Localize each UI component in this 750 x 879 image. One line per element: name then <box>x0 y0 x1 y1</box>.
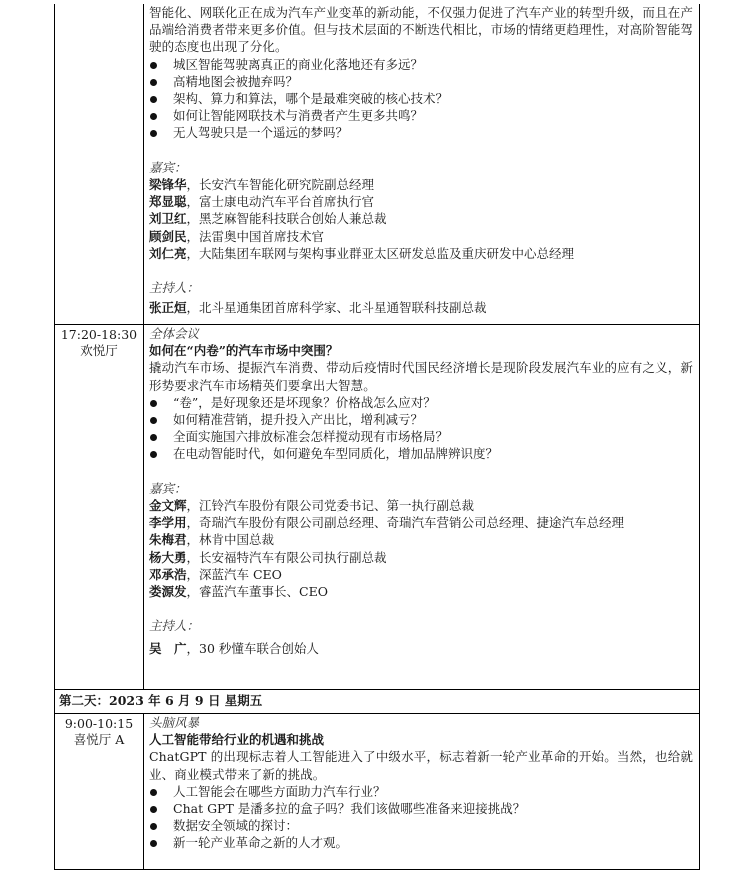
guest-entry: 郑显聪，富士康电动汽车平台首席执行官 <box>149 194 375 210</box>
bullet-icon <box>150 113 157 120</box>
session-title: 如何在“内卷”的汽车市场中突围？ <box>149 343 339 359</box>
session-content <box>144 325 699 689</box>
host-entry: 张正烜，北斗星通集团首席科学家、北斗星通智联科技副总裁 <box>149 300 487 316</box>
session-time: 9:00-10:15 <box>64 716 134 731</box>
agenda-row-session-1 <box>55 4 699 325</box>
time-cell <box>55 714 144 869</box>
bullet-icon <box>150 79 157 86</box>
time-cell <box>55 325 144 689</box>
guest-entry: 刘仁亮，大陆集团车联网与架构事业群亚太区研发总监及重庆研发中心总经理 <box>149 245 575 261</box>
host-label: 主持人： <box>149 280 200 296</box>
bullet-icon <box>150 840 157 847</box>
guest-entry: 顾剑民，法雷奥中国首席技术官 <box>149 228 325 244</box>
list-item: 新一轮产业革命之新的人才观。 <box>149 834 693 851</box>
session-title: 人工智能带给行业的机遇和挑战 <box>149 732 325 748</box>
bullet-icon <box>150 434 157 441</box>
list-item: 城区智能驾驶离真正的商业化落地还有多远？ <box>149 56 693 73</box>
list-item: Chat GPT 是潘多拉的盒子吗？我们该做哪些准备来迎接挑战？ <box>149 800 693 817</box>
agenda-row-session-2 <box>55 325 699 690</box>
guest-entry: 刘卫红，黑芝麻智能科技联合创始人兼总裁 <box>149 211 387 227</box>
session-room: 喜悦厅 A <box>73 732 125 747</box>
bullet-icon <box>150 417 157 424</box>
bullet-icon <box>150 130 157 137</box>
bullet-icon <box>150 823 157 830</box>
session-content <box>144 714 699 869</box>
session-content <box>144 4 699 324</box>
guests-label: 嘉宾： <box>149 159 187 175</box>
session-intro: ChatGPT 的出现标志着人工智能进入了中级水平，标志着新一轮产业革命的开始。当然，也给就业、商业模式带来了新的挑战。 <box>149 749 693 782</box>
agenda-table <box>54 4 700 870</box>
bullet-icon <box>150 451 157 458</box>
session-time: 17:20-18:30 <box>60 327 138 342</box>
host-label: 主持人： <box>149 618 200 634</box>
list-item: 架构、算力和算法，哪个是最难突破的核心技术？ <box>149 90 693 107</box>
day-label: 第二天：2023 年 6 月 9 日 星期五 <box>59 693 263 708</box>
question-list <box>149 394 693 463</box>
list-item: 数据安全领域的探讨： <box>149 817 693 834</box>
time-cell-empty <box>55 4 144 324</box>
list-item: 如何精准营销，提升投入产出比，增利减亏？ <box>149 411 693 428</box>
guest-entry: 娄源发，睿蓝汽车董事长、CEO <box>149 584 328 600</box>
bullet-icon <box>150 806 157 813</box>
session-type: 头脑风暴 <box>149 715 200 730</box>
bullet-icon <box>150 96 157 103</box>
list-item: 人工智能会在哪些方面助力汽车行业？ <box>149 783 693 800</box>
list-item: 无人驾驶只是一个遥远的梦吗？ <box>149 124 693 141</box>
guest-entry: 朱梅君，林肯中国总裁 <box>149 532 275 548</box>
guest-entry: 梁锋华，长安汽车智能化研究院副总经理 <box>149 177 375 193</box>
guest-entry: 邓承浩，深蓝汽车 CEO <box>149 566 282 582</box>
guests-label: 嘉宾： <box>149 480 187 496</box>
day-header-row <box>55 690 699 714</box>
session-type: 全体会议 <box>149 326 200 341</box>
list-item: “卷”，是好现象还是坏现象？价格战怎么应对？ <box>149 394 693 411</box>
question-list <box>149 56 693 142</box>
list-item: 在电动智能时代，如何避免车型同质化，增加品牌辨识度？ <box>149 445 693 462</box>
list-item: 如何让智能网联技术与消费者产生更多共鸣？ <box>149 107 693 124</box>
session-room: 欢悦厅 <box>80 343 118 358</box>
list-item: 全面实施国六排放标准会怎样搅动现有市场格局？ <box>149 428 693 445</box>
guest-entry: 金文辉，江铃汽车股份有限公司党委书记、第一执行副总裁 <box>149 498 475 514</box>
host-entry: 吴 广，30 秒懂车联合创始人 <box>149 640 319 656</box>
session-intro: 智能化、网联化正在成为汽车产业变革的新动能，不仅强力促进了汽车产业的转型升级，而且在产品端给消费者带来更多价值。但与技术层面的不断迭代相比，市场的情绪更趋理性，对高阶智能驾驶的态度也出现了分化。 <box>149 5 693 55</box>
bullet-icon <box>150 789 157 796</box>
question-list <box>149 783 693 852</box>
agenda-row-session-3 <box>55 714 699 870</box>
session-intro: 撬动汽车市场、提振汽车消费、带动后疫情时代国民经济增长是现阶段发展汽车业的应有之义，新形势要求汽车市场精英们要拿出大智慧。 <box>149 360 693 393</box>
guest-entry: 杨大勇，长安福特汽车有限公司执行副总裁 <box>149 549 387 565</box>
list-item: 高精地图会被抛弃吗？ <box>149 73 693 90</box>
guest-entry: 李学用，奇瑞汽车股份有限公司副总经理、奇瑞汽车营销公司总经理、捷途汽车总经理 <box>149 515 625 531</box>
bullet-icon <box>150 62 157 69</box>
bullet-icon <box>150 400 157 407</box>
